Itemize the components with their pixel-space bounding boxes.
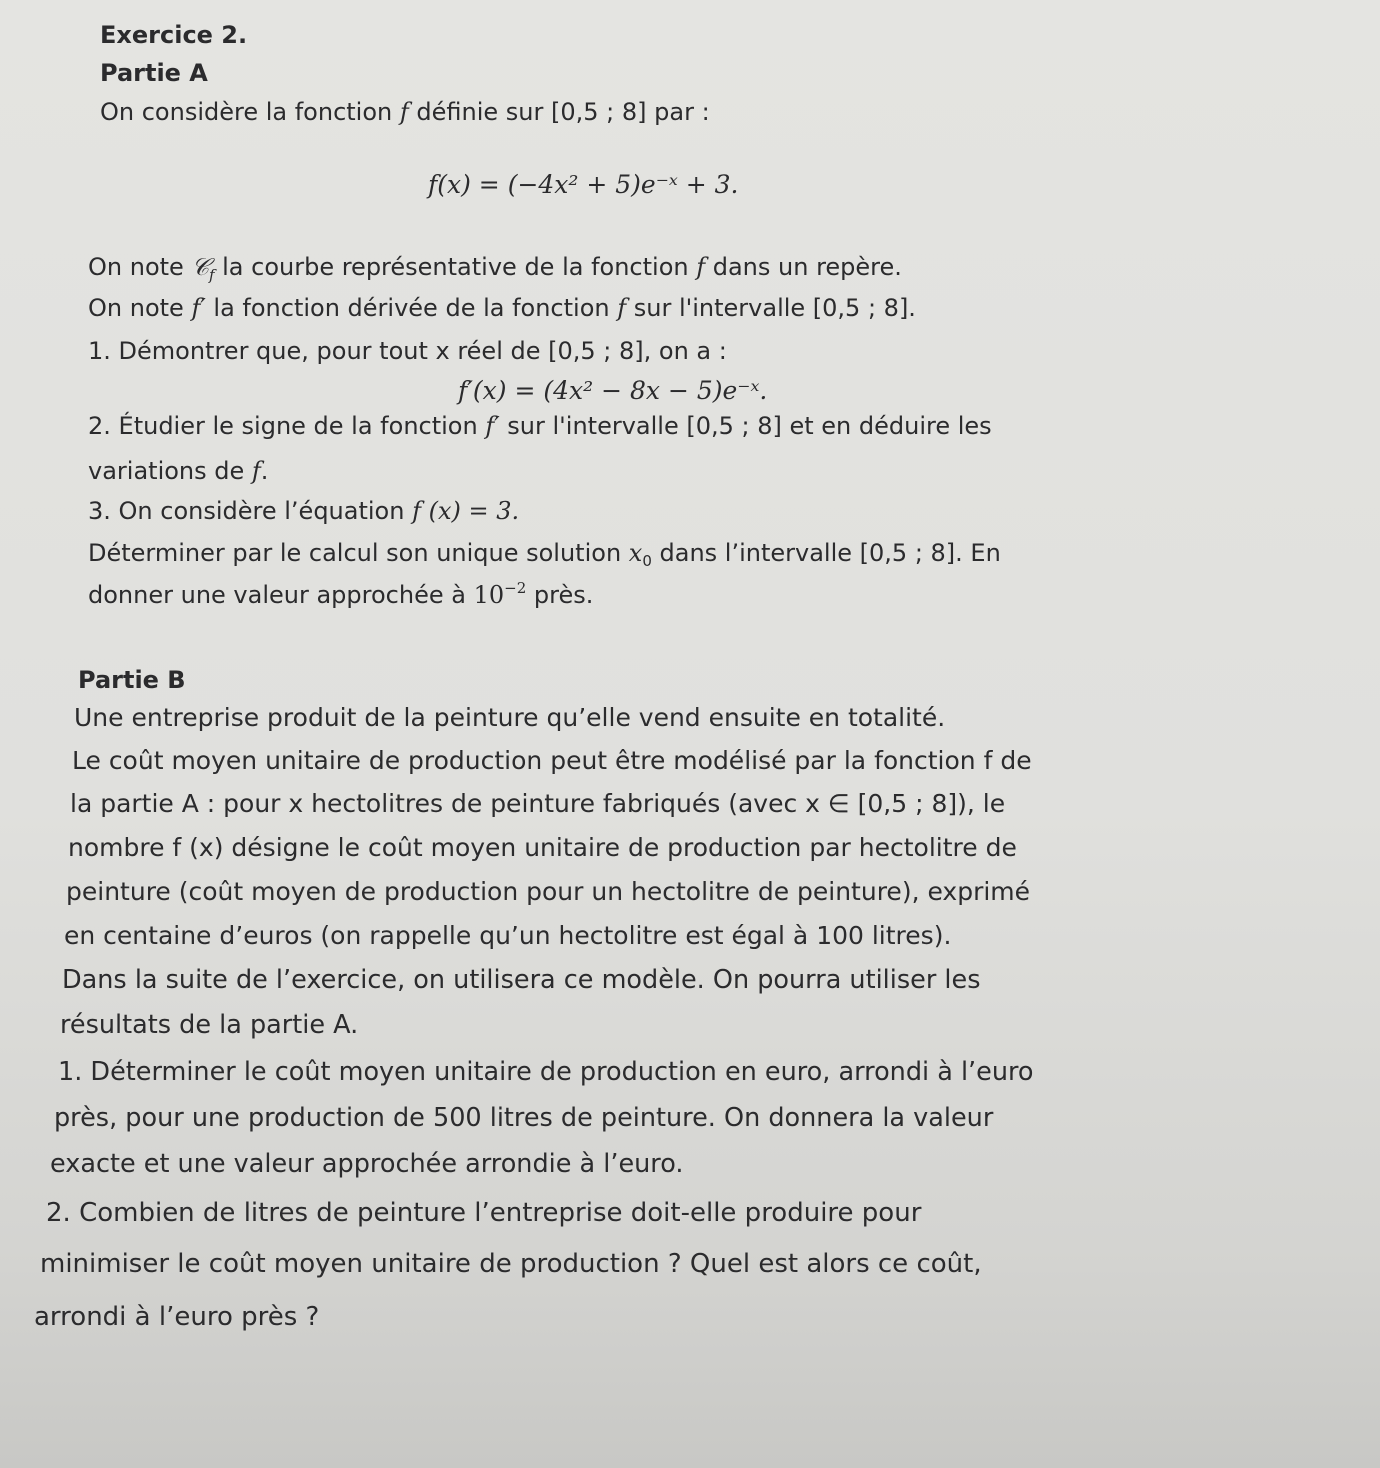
part-b-q2-line-2: minimiser le coût moyen unitaire de production ? Quel est alors ce coût, (40, 1249, 982, 1279)
part-b-q1-line-1: 1. Déterminer le coût moyen unitaire de production en euro, arrondi à l’euro (58, 1057, 1034, 1087)
part-b-q1-line-2: près, pour une production de 500 litres de peinture. On donnera la valeur (54, 1103, 994, 1133)
note-derivative-f: f (617, 294, 627, 322)
note-derivative-start: On note (88, 294, 192, 322)
question-a2-line2 (88, 456, 268, 486)
intro-f-symbol: f (399, 98, 409, 126)
part-b-line-4: nombre f (x) désigne le coût moyen unitaire de production par hectolitre de (68, 833, 1017, 862)
part-b-line-3: la partie A : pour x hectolitres de peinture fabriqués (avec x ∈ [0,5 ; 8]), le (70, 789, 1006, 818)
question-a3-line3-start: donner une valeur approchée à (88, 581, 474, 609)
x0-subscript: 0 (642, 552, 652, 570)
question-a3-line2-start: Déterminer par le calcul son unique solution (88, 539, 629, 567)
part-a-intro (100, 97, 710, 127)
question-a3-line2-end: dans l’intervalle [0,5 ; 8]. En (651, 539, 1001, 567)
note-curve (88, 252, 902, 282)
part-b-line-2: Le coût moyen unitaire de production peut être modélisé par la fonction f de (72, 746, 1032, 775)
question-a3-start: 3. On considère l’équation (88, 497, 413, 525)
part-b-q2-line-3: arrondi à l’euro près ? (34, 1302, 320, 1332)
curve-symbol: 𝒞 (191, 253, 209, 281)
question-a2-line2-end: . (260, 457, 269, 485)
question-a3-line3-end: près. (526, 581, 594, 609)
note-curve-middle: la courbe représentative de la fonction (214, 253, 697, 281)
question-a2-line2-f: f (251, 457, 261, 485)
question-a3-line2 (88, 538, 1001, 568)
intro-text-start: On considère la fonction (100, 98, 400, 126)
note-curve-start: On note (88, 253, 192, 281)
question-a2-start: 2. Étudier le signe de la fonction (88, 412, 486, 440)
question-a2 (88, 411, 992, 441)
part-b-q1-line-3: exacte et une valeur approchée arrondie à l’euro. (50, 1149, 684, 1179)
precision-base: 10 (473, 581, 505, 609)
part-b-line-7: Dans la suite de l’exercice, on utilisera ce modèle. On pourra utiliser les (62, 965, 981, 995)
note-derivative-middle: la fonction dérivée de la fonction (205, 294, 618, 322)
fprime-symbol: f′ (191, 294, 206, 322)
question-a2-end: sur l'intervalle [0,5 ; 8] et en déduire les (499, 412, 992, 440)
part-b-line-1: Une entreprise produit de la peinture qu’elle vend ensuite en totalité. (74, 703, 946, 732)
x0-symbol: x (628, 539, 643, 567)
question-a3 (88, 496, 519, 526)
precision-exponent: −2 (504, 579, 527, 597)
part-b-line-5: peinture (coût moyen de production pour un hectolitre de peinture), exprimé (66, 877, 1031, 906)
note-derivative-end: sur l'intervalle [0,5 ; 8]. (626, 294, 916, 322)
question-a2-fprime: f′ (485, 412, 500, 440)
part-a-heading: Partie A (100, 59, 208, 87)
part-b-heading: Partie B (78, 666, 186, 694)
note-derivative (88, 293, 916, 323)
question-a2-line2-start: variations de (88, 457, 252, 485)
note-curve-f: f (696, 253, 706, 281)
exercise-title: Exercice 2. (100, 21, 248, 49)
part-b-q2-line-1: 2. Combien de litres de peinture l’entreprise doit-elle produire pour (46, 1198, 922, 1228)
question-a3-equation: f (x) = 3. (412, 497, 520, 525)
part-b-line-6: en centaine d’euros (on rappelle qu’un hectolitre est égal à 100 litres). (64, 921, 952, 950)
part-b-line-8: résultats de la partie A. (60, 1010, 359, 1040)
intro-text-end: définie sur [0,5 ; 8] par : (408, 98, 710, 126)
formula-fprime: f′(x) = (4x² − 8x − 5)e⁻ˣ. (458, 376, 768, 405)
note-curve-end: dans un repère. (705, 253, 902, 281)
question-a3-line3 (88, 580, 593, 610)
curve-symbol-sub: f (208, 266, 215, 284)
question-a1: 1. Démontrer que, pour tout x réel de [0,5 ; 8], on a : (88, 337, 727, 365)
formula-f: f(x) = (−4x² + 5)e⁻ˣ + 3. (428, 170, 739, 199)
